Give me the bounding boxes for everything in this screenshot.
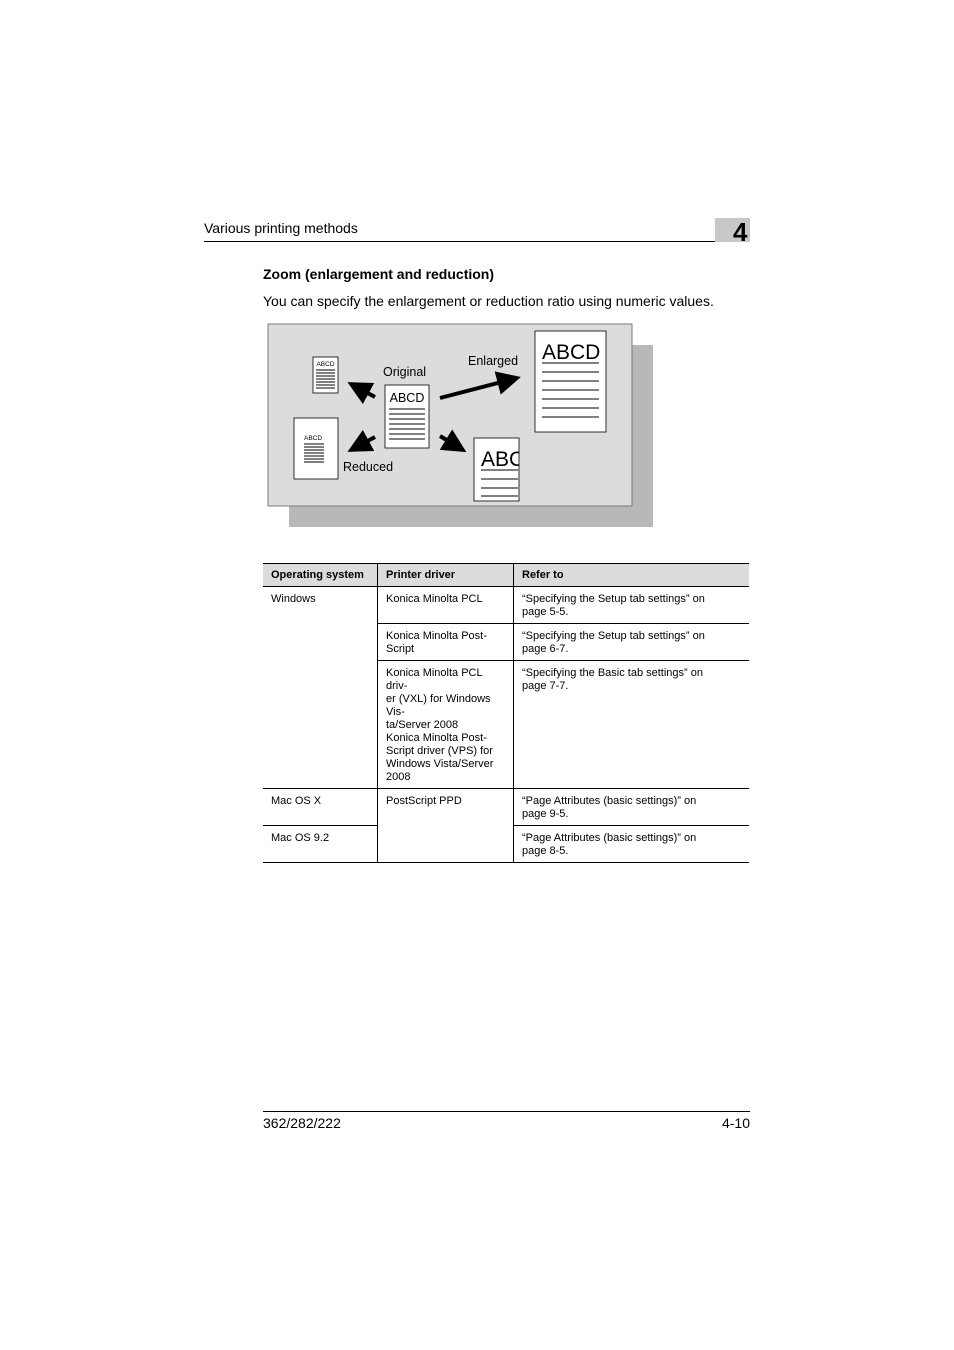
refer-line: “Specifying the Basic tab settings” on [522, 667, 703, 679]
intro-paragraph: You can specify the enlargement or reduction ratio using numeric values. [263, 293, 714, 309]
table-header-row [263, 564, 749, 587]
refer-cell [514, 624, 750, 661]
table-row [263, 789, 749, 826]
section-heading: Zoom (enlargement and reduction) [263, 266, 495, 282]
driver-line: Konica Minolta PCL [386, 593, 483, 605]
original-document [385, 385, 429, 448]
os-cell: Windows [263, 587, 378, 789]
svg-text:ABC: ABC [481, 448, 525, 471]
os-cell: Mac OS 9.2 [263, 826, 378, 863]
refer-line: “Specifying the Setup tab settings” on [522, 593, 705, 605]
header-refer-to: Refer to [514, 564, 750, 587]
header-rule [204, 241, 750, 242]
driver-reference-table [263, 563, 749, 863]
footer-page-number: 4-10 [721, 1115, 750, 1131]
refer-line: page 6-7. [522, 643, 569, 655]
label-enlarged: Enlarged [468, 354, 519, 368]
cropped-enlarged-document [474, 438, 524, 501]
driver-line: 2008 [386, 771, 411, 783]
chapter-number: 4 [733, 217, 748, 247]
refer-line: “Page Attributes (basic settings)” on [522, 795, 697, 807]
refer-line: “Page Attributes (basic settings)” on [522, 832, 697, 844]
driver-cell: PostScript PPD [378, 789, 514, 863]
driver-line: Konica Minolta Post- [386, 630, 487, 642]
refer-line: page 8-5. [522, 845, 569, 857]
header-operating-system: Operating system [263, 564, 378, 587]
label-original: Original [383, 365, 427, 379]
refer-cell [514, 826, 750, 863]
refer-line: page 9-5. [522, 808, 569, 820]
svg-text:ABCD: ABCD [389, 391, 425, 405]
reduced-document-small [313, 357, 338, 393]
footer-model-number: 362/282/222 [263, 1115, 341, 1131]
refer-line: “Specifying the Setup tab settings” on [522, 630, 705, 642]
running-header-title: Various printing methods [204, 220, 358, 236]
driver-line: Script driver (VPS) for [386, 745, 493, 757]
reduced-document-margin [294, 418, 338, 479]
driver-line: Script [386, 643, 415, 655]
driver-cell [378, 587, 514, 624]
driver-line: Konica Minolta Post- [386, 732, 487, 744]
driver-line: Konica Minolta PCL driv- [386, 667, 483, 692]
refer-line: page 7-7. [522, 680, 569, 692]
table-row [263, 587, 749, 624]
enlarged-document [535, 331, 606, 432]
refer-line: page 5-5. [522, 606, 569, 618]
os-cell: Mac OS X [263, 789, 378, 826]
driver-cell [378, 624, 514, 661]
driver-cell [378, 661, 514, 789]
svg-text:ABCD: ABCD [316, 361, 335, 368]
svg-text:ABCD: ABCD [542, 341, 601, 364]
zoom-illustration-svg [267, 323, 657, 533]
driver-line: Windows Vista/Server [386, 758, 494, 770]
label-reduced: Reduced [343, 460, 394, 474]
zoom-illustration [267, 323, 657, 538]
driver-line: er (VXL) for Windows Vis- [386, 693, 491, 718]
footer-rule [263, 1111, 750, 1112]
refer-cell [514, 661, 750, 789]
svg-text:ABCD: ABCD [304, 435, 323, 442]
refer-cell [514, 587, 750, 624]
driver-line: ta/Server 2008 [386, 719, 459, 731]
header-printer-driver: Printer driver [378, 564, 514, 587]
refer-cell [514, 789, 750, 826]
